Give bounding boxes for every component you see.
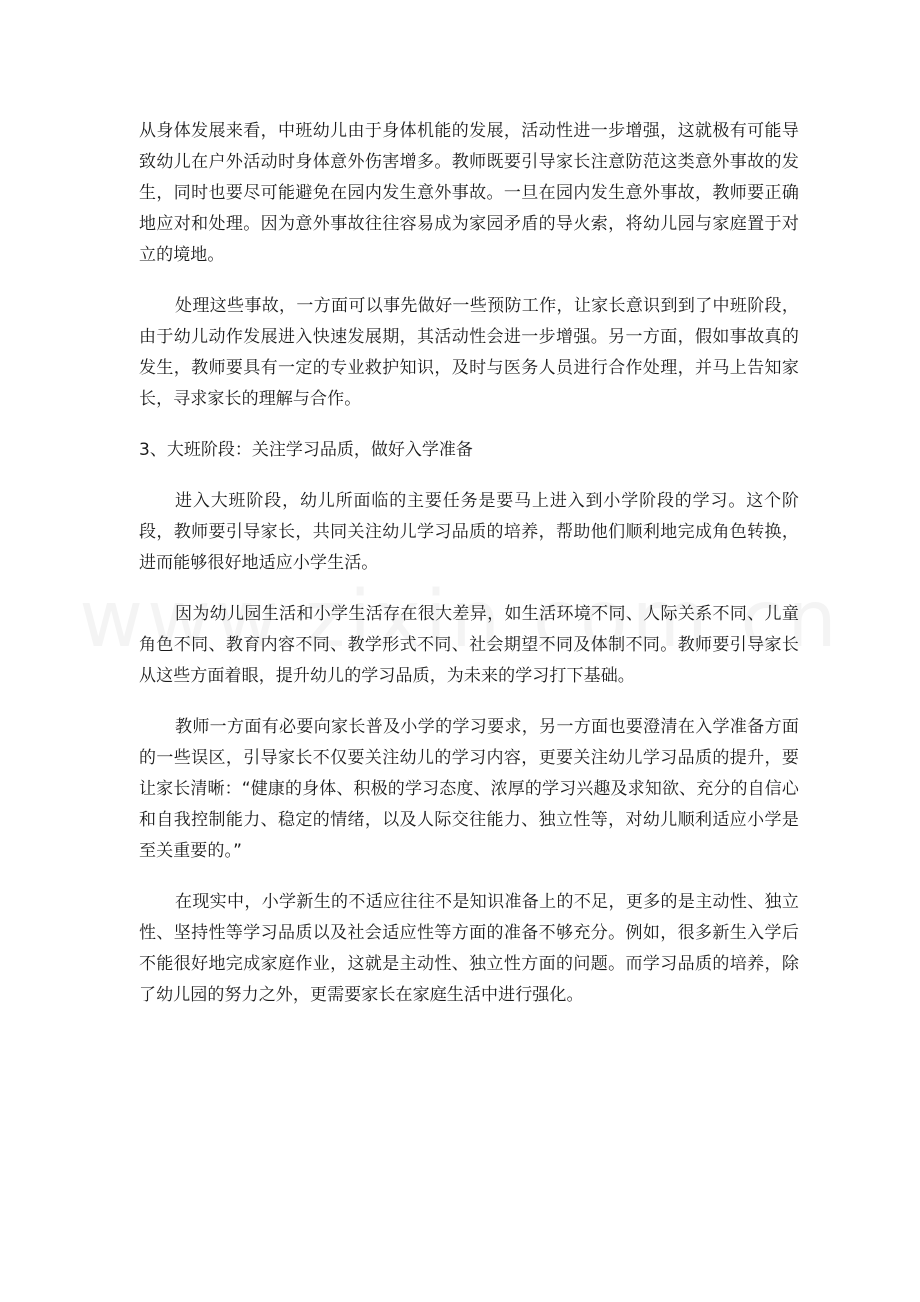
section-heading-senior-class: 3、大班阶段：关注学习品质，做好入学准备 [139, 440, 473, 460]
paragraph-learning-requirements: 教师一方面有必要向家长普及小学的学习要求，另一方面也要澄清在入学准备方面的一些误区，引导家长不仅要关注幼儿的学习内容，更要关注幼儿学习品质的提升，要让家长清晰：“健康的身体、积极的学习态度、浓厚的学习兴趣及求知欲、充分的自信心和自我控制能力、稳定的情绪，以及人际交往能力、独立性等，对幼儿顺利适应小学是至关重要的。” [139, 717, 799, 861]
document-body [139, 116, 799, 1031]
paragraph-accident-handling: 处理这些事故，一方面可以事先做好一些预防工作，让家长意识到到了中班阶段，由于幼儿动作发展进入快速发展期，其活动性会进一步增强。另一方面，假如事故真的发生，教师要具有一定的专业救护知识，及时与医务人员进行合作处理，并马上告知家长，寻求家长的理解与合作。 [139, 296, 799, 409]
paragraph-differences: 因为幼儿园生活和小学生活存在很大差异，如生活环境不同、人际关系不同、儿童角色不同、教育内容不同、教学形式不同、社会期望不同及体制不同。教师要引导家长从这些方面着眼，提升幼儿的学习品质，为未来的学习打下基础。 [139, 604, 799, 686]
paragraph-senior-class-intro: 进入大班阶段，幼儿所面临的主要任务是要马上进入到小学阶段的学习。这个阶段，教师要引导家长，共同关注幼儿学习品质的培养，帮助他们顺利地完成角色转换，进而能够很好地适应小学生活。 [139, 491, 799, 573]
paragraph-reality: 在现实中，小学新生的不适应往往不是知识准备上的不足，更多的是主动性、独立性、坚持性等学习品质以及社会适应性等方面的准备不够充分。例如，很多新生入学后不能很好地完成家庭作业，这就是主动性、独立性方面的问题。而学习品质的培养，除了幼儿园的努力之外，更需要家长在家庭生活中进行强化。 [139, 892, 799, 1005]
paragraph-physical-development: 从身体发展来看，中班幼儿由于身体机能的发展，活动性进一步增强，这就极有可能导致幼儿在户外活动时身体意外伤害增多。教师既要引导家长注意防范这类意外事故的发生，同时也要尽可能避免在园内发生意外事故。一旦在园内发生意外事故，教师要正确地应对和处理。因为意外事故往往容易成为家园矛盾的导火索，将幼儿园与家庭置于对立的境地。 [139, 121, 799, 265]
